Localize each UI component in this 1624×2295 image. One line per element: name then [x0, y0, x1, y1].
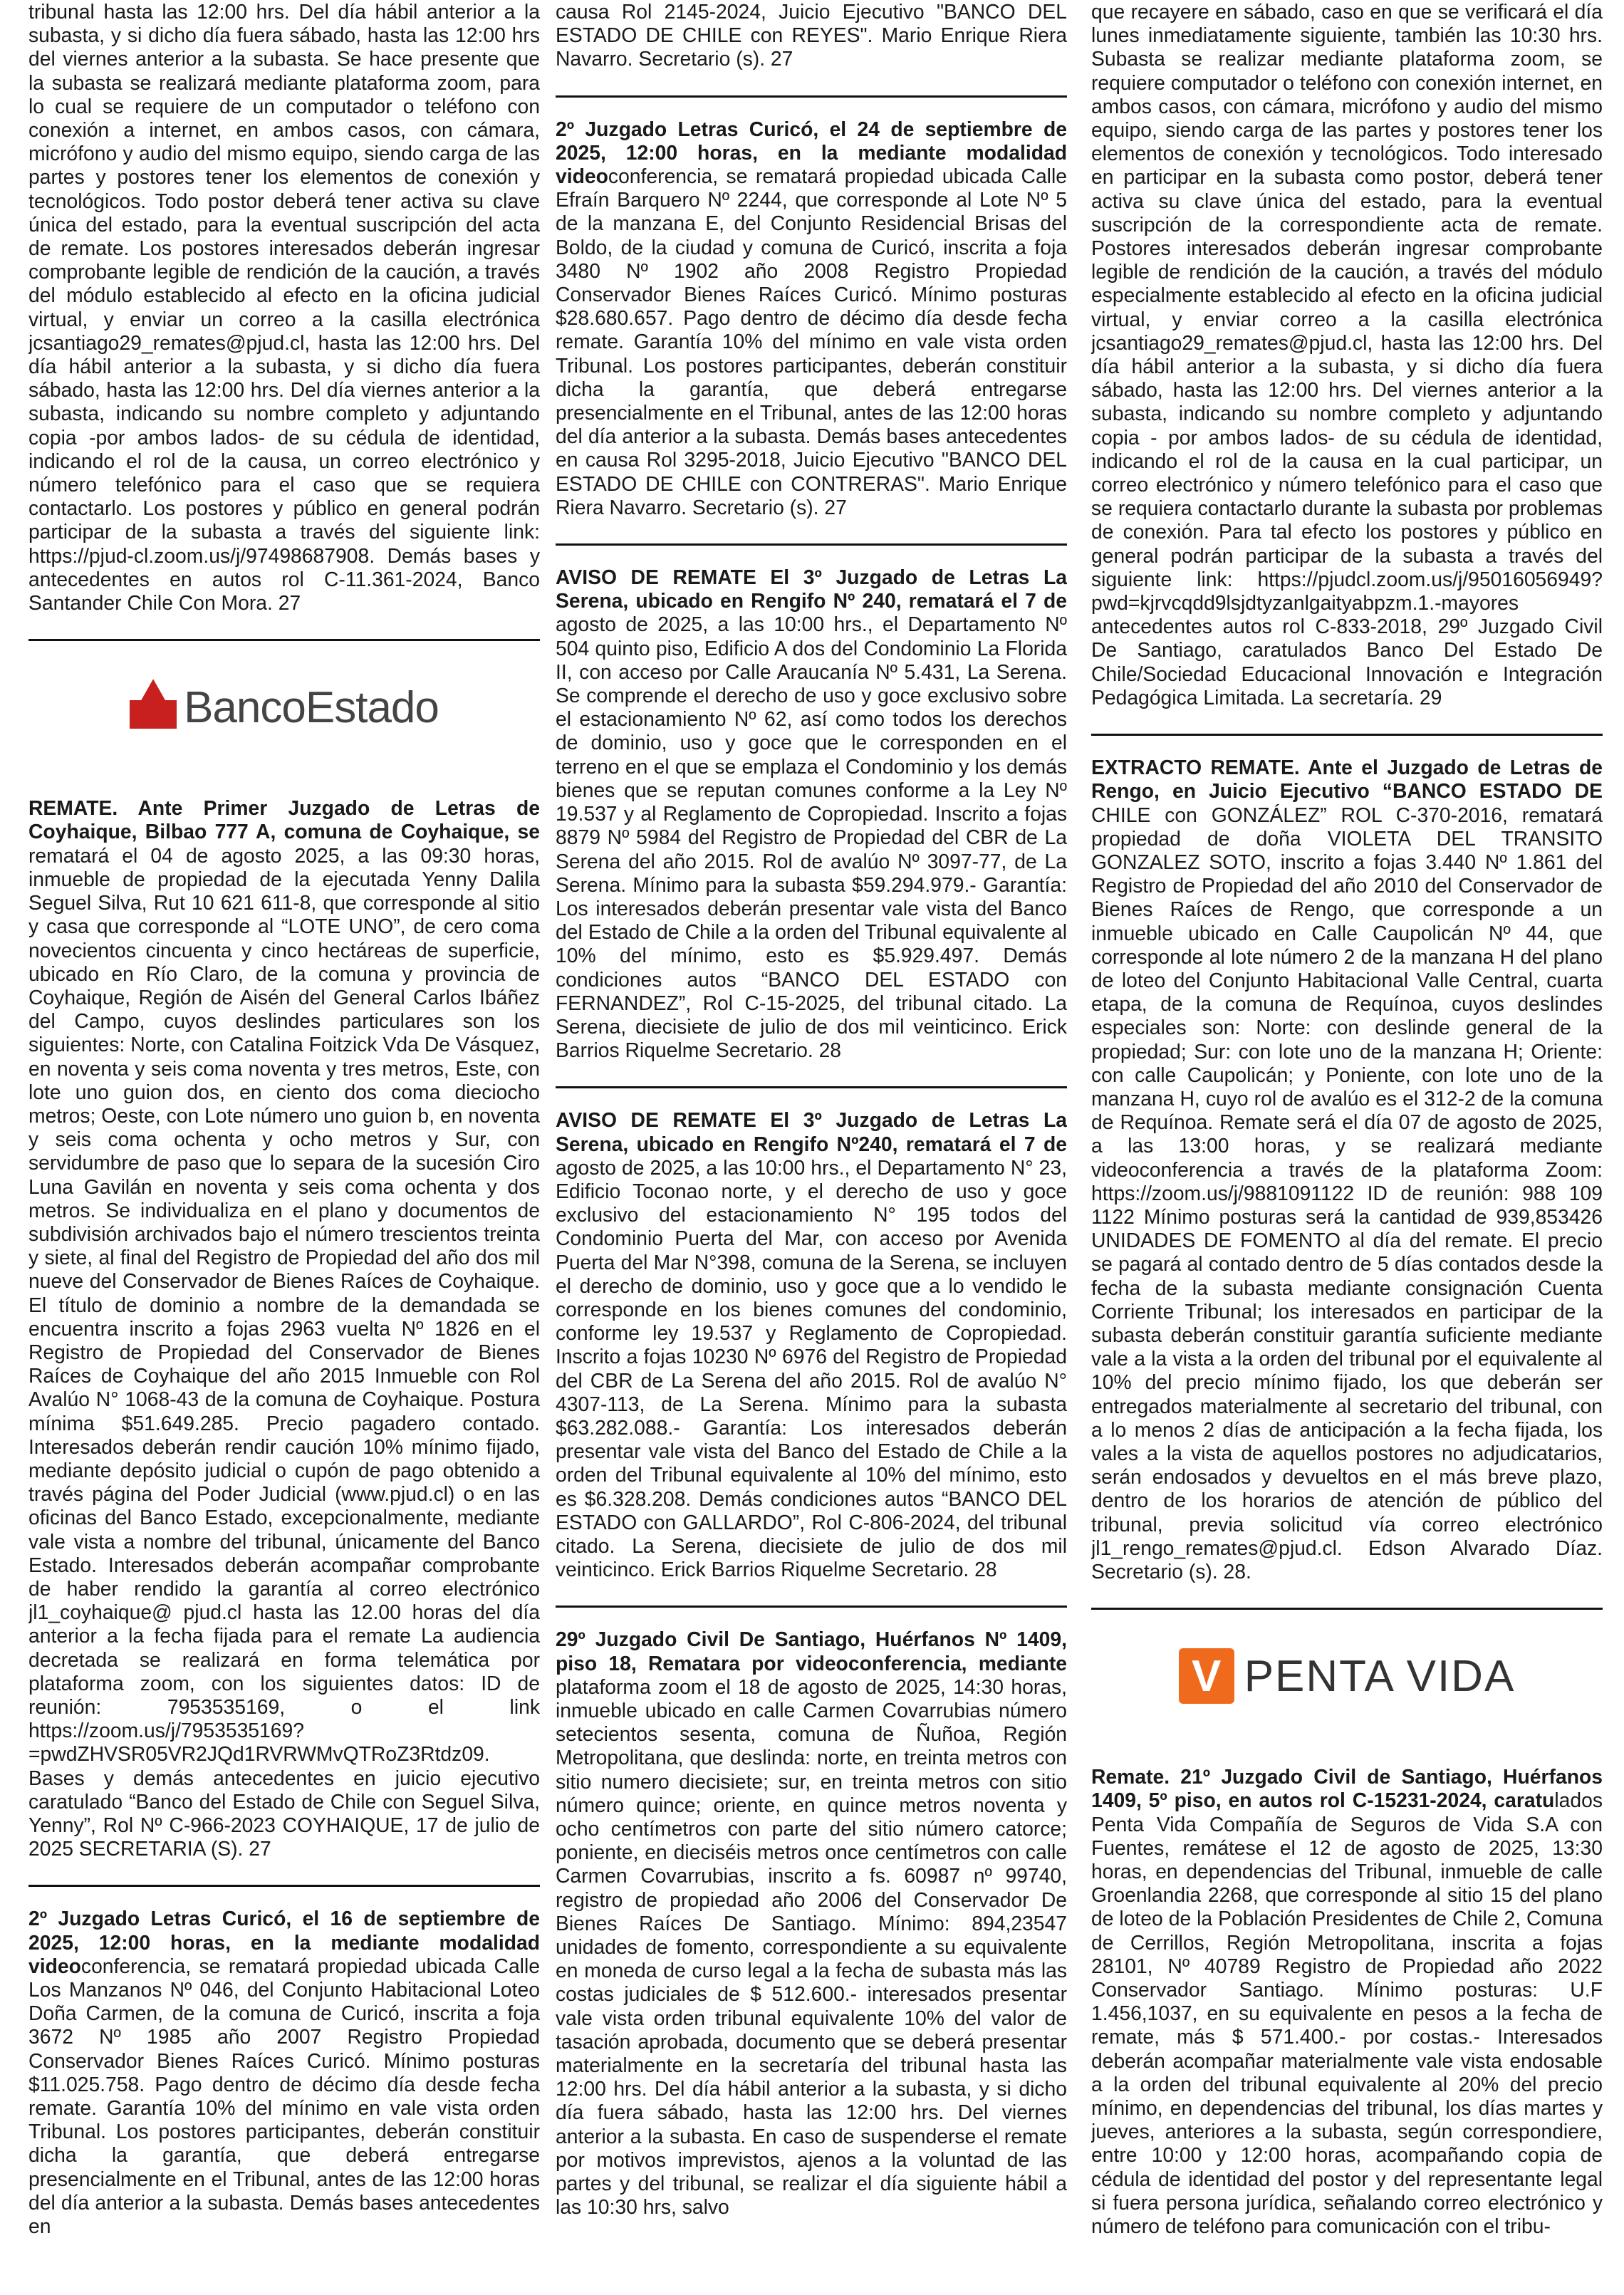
separator [556, 95, 1067, 98]
separator [556, 1606, 1067, 1608]
bancoestado-mark-icon [130, 679, 177, 736]
notice-santander-mora: tribunal hasta las 12:00 hrs. Del día hábil anterior a la subasta, y si dicho día fuera sábado, hasta las 12:00 hrs del viernes anterior a la subasta. Se hace presente que la subasta se realizará mediante plataforma zoom, para lo cual se requiere de un computador o teléfono con conexión a internet, en ambos casos, con cámara, micrófono y audio del mismo equipo, siendo carga de las partes y postores tener los elementos de conexión y tecnológicos. Todo postor deberá tener activa su clave única del estado, para la eventual suscripción del acta de remate. Los postores interesados deberán ingresar comprobante legible de rendición de la caución, a través del módulo establecido al efecto en la oficina judicial virtual, y enviar un correo a la casilla electrónica jcsantiago29_remates@pjud.cl, hasta las 12:00 hrs. Del día hábil anterior a la subasta, y si dicho día fuera sábado, hasta las 12:00 hrs. Del día viernes anterior a la subasta, indicando su nombre completo y adjuntando copia -por ambos lados- de su cédula de identidad, indicando el rol de la causa, un correo electrónico y número telefónico para el caso que se requiera contactarlo. Los postores y público en general podrán participar de la subasta a través del siguiente link: https://pjud-cl.zoom.us/j/97498687908. Demás bases y antecedentes en autos rol C-11.361-2024, Banco Santander Chile Con Mora. 27 [28, 0, 540, 615]
pentavida-logo-text: PENTA VIDA [1244, 1651, 1516, 1701]
pentavida-logo [1091, 1630, 1603, 1722]
pentavida-v-icon: V [1179, 1648, 1234, 1704]
notice-santiago-29: 29º Juzgado Civil De Santiago, Huérfanos Nº 1409, piso 18, Rematara por videoconferencia, mediante plataforma zoom el 18 de agosto de 2025, 14:30 horas, inmueble ubicado en calle Carmen Covarrubias número setecientos sesenta, comuna de Ñuñoa, Región Metropolitana, que deslinda: norte, en treinta metros con sitio numero diecisiete; sur, en treinta metros con sitio número quince; oriente, en quince metros noventa y ocho centímetros con parte del sitio número catorce; poniente, en dieciséis metros once centímetros con calle Carmen Covarrubias, inscrito a fs. 60987 nº 99740, registro de propiedad año 2006 del Conservador De Bienes Raíces De Santiago. Mínimo: 894,23547 unidades de fomento, correspondiente a su equivalente en moneda de curso legal a la fecha de subasta más las costas judiciales de $ 512.600.- interesados presentar vale vista orden tribunal equivalente 10% del valor de tasación aprobada, documento que se deberá presentar materialmente en la secretaría del tribunal hasta las 12:00 hrs. Del día hábil anterior a la subasta, y si dicho día fuera sábado, hasta las 12:00 hrs. Del viernes anterior a la subasta. En caso de suspenderse el remate por motivos imprevistos, ajenos a la voluntad de las partes y del tribunal, se realizar el día siguiente hábil a las 10:30 hrs, salvo [556, 1628, 1067, 2219]
notice-laserena-2: AVISO DE REMATE El 3º Juzgado de Letras La Serena, ubicado en Rengifo Nº240, rematará el 7 de agosto de 2025, a las 10:00 hrs., el Departamento N° 23, Edificio Toconao norte, y el derecho de uso y goce exclusivo del estacionamiento N° 195 todos del Condominio Puerta del Mar, con acceso por Avenida Puerta del Mar N°398, comuna de la Serena, se incluyen el derecho de dominio, uso y goce que a lo vendido le corresponde en los bienes comunes del condominio, conforme ley 19.537 y Reglamento de Copropiedad. Inscrito a fojas 10230 Nº 6976 del Registro de Propiedad del CBR de La Serena del año 2015. Rol de avalúo N° 4307-113, de La Serena. Mínimo para la subasta $63.282.088.- Garantía: Los interesados deberán presentar vale vista del Banco del Estado de Chile a la orden del Tribunal equivalente al 10% del mínimo, esto es $6.328.208. Demás condiciones autos “BANCO DEL ESTADO con GALLARDO”, Rol C-806-2024, del tribunal citado. La Serena, diecisiete de julio de dos mil veinticinco. Erick Barrios Riquelme Secretario. 28 [556, 1108, 1067, 1581]
notice-coyhaique: REMATE. Ante Primer Juzgado de Letras de Coyhaique, Bilbao 777 A, comuna de Coyhaique, se rematará el 04 de agosto 2025, a las 09:30 horas, inmueble de propiedad de la ejecutada Yenny Dalila Seguel Silva, Rut 10 621 611-8, que corresponde al sitio y casa que corresponde al “LOTE UNO”, de cero coma novecientos cincuenta y cinco hectáreas de superficie, ubicado en Río Claro, de la comuna y provincia de Coyhaique, Región de Aisén del General Carlos Ibáñez del Campo, cuyos deslindes particulares son los siguientes: Norte, con Catalina Foitzick Vda De Vásquez, en noventa y seis coma noventa y tres metros, Este, con lote uno guion dos, en ciento dos coma dieciocho metros; Oeste, con Lote número uno guion b, en noventa y seis coma ochenta y ocho metros y Sur, con servidumbre de paso que lo separa de la sucesión Ciro Luna Gavilán en noventa y seis coma ochenta y dos metros. Se individualiza en el plano y documentos de subdivisión archivados bajo el número trescientos treinta y siete, al final del Registro de Propiedad del año dos mil nueve del Conservador de Bienes Raíces de Coyhaique. El título de dominio a nombre de la demandada se encuentra inscrito a fojas 2963 vuelta Nº 1826 en el Registro de Propiedad del Conservador de Bienes Raíces de Coyhaique del año 2015 Inmueble con Rol Avalúo N° 1068-43 de la comuna de Coyhaique. Postura mínima $51.649.285. Precio pagadero contado. Interesados deberán rendir caución 10% mínimo fijado, mediante depósito judicial o cupón de pago obtenido a través página del Poder Judicial (www.pjud.cl) o en las oficinas del Banco Estado, excepcionalmente, mediante vale vista a nombre del tribunal, únicamente del Banco Estado. Interesados deberán acompañar comprobante de haber rendido la garantía al correo electrónico jl1_coyhaique@ pjud.cl hasta las 12.00 horas del día anterior a la fecha fijada para el remate La audiencia decretada se realizará en forma telemática por plataforma zoom, con los siguientes datos: ID de reunión: 7953535169, o el link https://zoom.us/j/7953535169?=pwdZHVSR05VR2JQd1RVRWMvQTRoZ3Rtdz09. Bases y demás antecedentes en juicio ejecutivo caratulado “Banco del Estado de Chile con Seguel Silva, Yenny”, Rol Nº C-966-2023 COYHAIQUE, 17 de julio de 2025 SECRETARIA (S). 27 [28, 796, 540, 1861]
separator [1091, 734, 1603, 736]
column-2 [556, 0, 1067, 2295]
bancoestado-logo [28, 661, 540, 754]
notice-santiago-21: Remate. 21º Juzgado Civil de Santiago, Huérfanos 1409, 5º piso, en autos rol C-15231-2024, caratulados Penta Vida Compañía de Seguros de Vida S.A con Fuentes, remátese el 12 de agosto de 2025, 13:30 horas, en dependencias del Tribunal, inmueble de calle Groenlandia 2268, que corresponde al sitio 15 del plano de loteo de la Población Presidentes de Chile 2, Comuna de Cerrillos, Región Metropolitana, inscrita a fojas 28101, Nº 40789 Registro de Propiedad año 2022 Conservador Santiago. Mínimo posturas: U.F 1.456,1037, en su equivalente en pesos a la fecha de remate, más $ 571.400.- por costas.- Interesados deberán acompañar materialmente vale vista endosable a la orden del tribunal equivalente al 20% del precio mínimo, en dependencias del tribunal, los días martes y jueves, anteriores a la subasta, según correspondiere, entre 10:00 y 12:00 horas, acompañando copia de cédula de identidad del postor y del representante legal si fuera persona jurídica, señalando correo electrónico y número de teléfono para comunicación con el tribu- [1091, 1765, 1603, 2238]
separator [28, 1885, 540, 1887]
notice-reyes-end: causa Rol 2145-2024, Juicio Ejecutivo "BANCO DEL ESTADO DE CHILE con REYES". Mario Enrique Riera Navarro. Secretario (s). 27 [556, 0, 1067, 71]
separator [556, 543, 1067, 546]
separator [28, 639, 540, 641]
notice-laserena-1: AVISO DE REMATE El 3º Juzgado de Letras La Serena, ubicado en Rengifo Nº 240, rematará el 7 de agosto de 2025, a las 10:00 hrs., el Departamento Nº 504 quinto piso, Edificio A dos del Condominio La Florida II, con acceso por Calle Araucanía Nº 5.431, La Serena. Se comprende el derecho de uso y goce exclusivo sobre el estacionamiento Nº 62, así como todos los derechos de dominio, uso y goce que le corresponden en el terreno en el que se emplaza el Condominio y los demás bienes que se reputan comunes conforme a la Ley Nº 19.537 y al Reglamento de Copropiedad. Inscrito a fojas 8879 Nº 5984 del Registro de Propiedad del CBR de La Serena del año 2015. Rol de avalúo Nº 3097-77, de La Serena. Mínimo para la subasta $59.294.979.- Garantía: Los interesados deberán presentar vale vista del Banco del Estado de Chile a la orden del Tribunal equivalente al 10% del mínimo, esto es $5.929.497. Demás condiciones autos “BANCO DEL ESTADO con FERNANDEZ”, Rol C-15-2025, del tribunal citado. La Serena, diecisiete de julio de dos mil veinticinco. Erick Barrios Riquelme Secretario. 28 [556, 566, 1067, 1062]
column-3 [1091, 0, 1603, 2295]
separator [556, 1086, 1067, 1088]
notice-curico-1: 2º Juzgado Letras Curicó, el 16 de septiembre de 2025, 12:00 horas, en la mediante modalidad videoconferencia, se rematará propiedad ubicada Calle Los Manzanos Nº 046, del Conjunto Habitacional Loteo Doña Carmen, de la comuna de Curicó, inscrita a foja 3672 Nº 1985 año 2007 Registro Propiedad Conservador Bienes Raíces Curicó. Mínimo posturas $11.025.758. Pago dentro de décimo día desde fecha remate. Garantía 10% del mínimo en vale vista orden Tribunal. Los postores participantes, deberán constituir dicha la garantía, que deberá entregarse presencialmente en el Tribunal, antes de las 12:00 horas del día anterior a la subasta. Demás bases antecedentes en [28, 1907, 540, 2238]
notice-curico-2: 2º Juzgado Letras Curicó, el 24 de septiembre de 2025, 12:00 horas, en la mediante modalidad videoconferencia, se rematará propiedad ubicada Calle Efraín Barquero Nº 2244, que corresponde al Lote Nº 5 de la manzana E, del Conjunto Residencial Brisas del Boldo, de la ciudad y comuna de Curicó, inscrita a foja 3480 Nº 1902 año 2008 Registro Propiedad Conservador Bienes Raíces Curicó. Mínimo posturas $28.680.657. Pago dentro de décimo día desde fecha remate. Garantía 10% del mínimo en vale vista orden Tribunal. Los postores participantes, deberán constituir dicha la garantía, que deberá entregarse presencialmente en el Tribunal, antes de las 12:00 horas del día anterior a la subasta. Demás bases antecedentes en causa Rol 3295-2018, Juicio Ejecutivo "BANCO DEL ESTADO DE CHILE con CONTRERAS". Mario Enrique Riera Navarro. Secretario (s). 27 [556, 117, 1067, 519]
column-1 [28, 0, 540, 2295]
bancoestado-logo-text: BancoEstado [184, 682, 439, 732]
separator [1091, 1608, 1603, 1610]
notice-santiago-29-end: que recayere en sábado, caso en que se verificará el día lunes inmediatamente siguiente, también las 10:30 hrs. Subasta se realizar mediante plataforma zoom, se requiere computador o teléfono con conexión internet, en ambos casos, con cámara, micrófono y audio del mismo equipo, siendo carga de las partes y postores tener los elementos de conexión y tecnológicos. Todo interesado en participar en la subasta como postor, deberá tener activa su clave única del estado, para la eventual suscripción de la correspondiente acta de remate. Postores interesados deberán ingresar comprobante legible de rendición de la caución, a través del módulo especialmente establecido al efecto en la oficina judicial virtual, y enviar correo a la casilla electrónica jcsantiago29_remates@pjud.cl, hasta las 12:00 hrs. Del día hábil anterior a la subasta, y si dicho día fuera sábado, hasta las 12:00 hrs. Del viernes anterior a la subasta, indicando su nombre completo y adjuntando copia - por ambos lados- de su cédula de identidad, indicando el rol de la causa en la cual participar, un correo electrónico y número telefónico para el caso que se requiera contactarlo durante la subasta por problemas de conexión. Para tal efecto los postores y público en general podrán participar de la subasta a través del siguiente link: https://pjudcl.zoom.us/j/95016056949?pwd=kjrvcqdd9lsjdtyzanlgaityabpzm.1.-mayores antecedentes autos rol C-833-2018, 29º Juzgado Civil De Santiago, caratulados Banco Del Estado De Chile/Sociedad Educacional Innovación e Integración Pedagógica Limitada. La secretaría. 29 [1091, 0, 1603, 709]
notice-rengo: EXTRACTO REMATE. Ante el Juzgado de Letras de Rengo, en Juicio Ejecutivo “BANCO ESTADO DE CHILE con GONZÁLEZ” ROL C-370-2016, rematará propiedad de doña VIOLETA DEL TRANSITO GONZALEZ SOTO, inscrito a fojas 3.440 Nº 1.861 del Registro de Propiedad del año 2010 del Conservador de Bienes Raíces de Rengo, que corresponde a un inmueble ubicado en Calle Caupolicán Nº 44, que corresponde al lote número 2 de la manzana H del plano de loteo del Conjunto Habitacional Valle Central, cuarta etapa, de la comuna de Requínoa, cuyos deslindes especiales son: Norte: con deslinde general de la propiedad; Sur: con lote uno de la manzana H; Oriente: con calle Caupolicán; y Poniente, con lote uno de la manzana H, cuyo rol de avalúo es el 312-2 de la comuna de Requínoa. Remate será el día 07 de agosto de 2025, a las 13:00 horas, y se realizará mediante videoconferencia a través de la plataforma Zoom: https://zoom.us/j/9881091122 ID de reunión: 988 109 1122 Mínimo posturas será la cantidad de 939,853426 UNIDADES DE FOMENTO al día del remate. El precio se pagará al contado dentro de 5 días contados desde la fecha de la subasta mediante consignación Cuenta Corriente Tribunal; los interesados en participar de la subasta deberán constituir garantía suficiente mediante vale a la vista a la orden del tribunal por el equivalente al 10% del precio mínimo fijado, los que deberán ser entregados materialmente al secretario del tribunal, con a lo menos 2 días de anticipación a la fecha fijada, los vales a la vista de aquellos postores no adjudicatarios, serán endosados y devueltos en el más breve plazo, dentro de los horarios de atención de público del tribunal, previa solicitud vía correo electrónico jl1_rengo_remates@pjud.cl. Edson Alvarado Díaz. Secretario (s). 28. [1091, 756, 1603, 1583]
